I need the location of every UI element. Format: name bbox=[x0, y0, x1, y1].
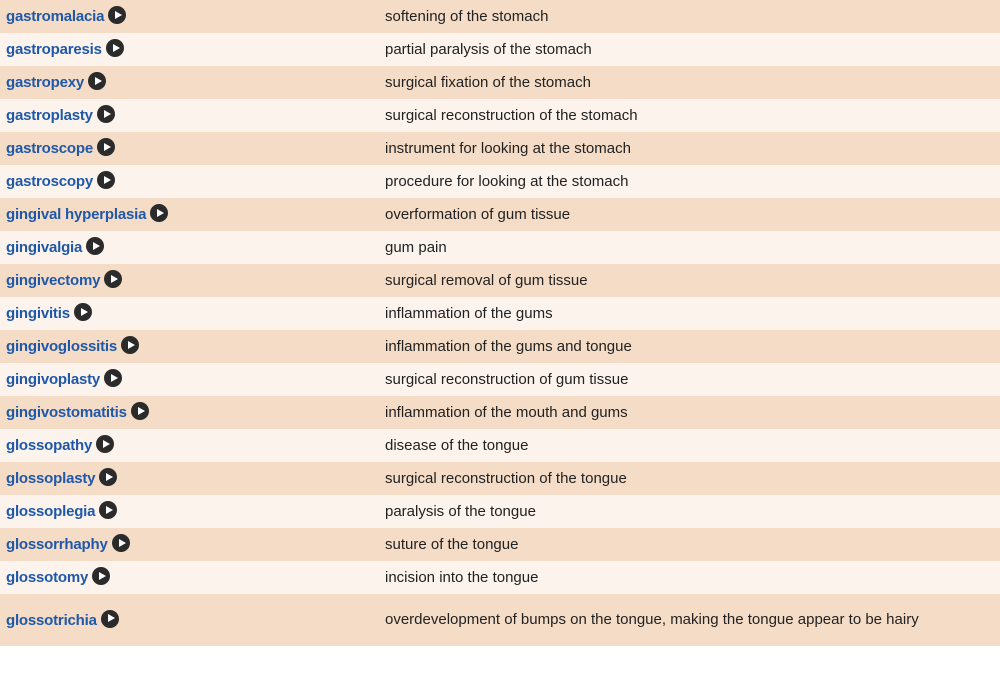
play-icon bbox=[104, 110, 111, 118]
table-row bbox=[0, 363, 1000, 396]
term-cell bbox=[0, 165, 377, 198]
term-cell bbox=[0, 396, 377, 429]
term-link[interactable]: gingival hyperplasia bbox=[6, 206, 147, 223]
definition-cell: surgical reconstruction of gum tissue bbox=[385, 370, 629, 388]
term-cell bbox=[0, 363, 377, 396]
definition-cell: surgical fixation of the stomach bbox=[385, 73, 591, 91]
definition-cell: overformation of gum tissue bbox=[385, 205, 571, 223]
play-icon bbox=[104, 176, 111, 184]
term-link[interactable]: gastroplasty bbox=[6, 107, 93, 124]
term-cell bbox=[0, 594, 377, 646]
term-link[interactable]: gastroparesis bbox=[6, 41, 102, 58]
play-icon bbox=[106, 473, 113, 481]
play-icon bbox=[157, 209, 164, 217]
definition-cell: suture of the tongue bbox=[385, 535, 519, 553]
table-row bbox=[0, 198, 1000, 231]
definition-cell: partial paralysis of the stomach bbox=[385, 40, 592, 58]
play-icon bbox=[93, 242, 100, 250]
play-pronunciation-button[interactable] bbox=[96, 435, 114, 453]
term-link[interactable]: gastroscope bbox=[6, 140, 93, 157]
term-link[interactable]: gingivoplasty bbox=[6, 371, 101, 388]
play-pronunciation-button[interactable] bbox=[97, 105, 115, 123]
term-cell bbox=[0, 330, 377, 363]
table-row bbox=[0, 264, 1000, 297]
play-icon bbox=[128, 341, 135, 349]
play-pronunciation-button[interactable] bbox=[104, 369, 122, 387]
definition-cell: softening of the stomach bbox=[385, 7, 549, 25]
play-icon bbox=[111, 275, 118, 283]
play-pronunciation-button[interactable] bbox=[97, 138, 115, 156]
definition-cell: inflammation of the gums and tongue bbox=[385, 337, 632, 355]
table-row bbox=[0, 594, 1000, 646]
table-row bbox=[0, 561, 1000, 594]
term-cell bbox=[0, 264, 377, 297]
term-link[interactable]: gingivalgia bbox=[6, 239, 83, 256]
term-cell bbox=[0, 462, 377, 495]
play-pronunciation-button[interactable] bbox=[99, 501, 117, 519]
term-cell bbox=[0, 297, 377, 330]
play-pronunciation-button[interactable] bbox=[104, 270, 122, 288]
definition-cell: paralysis of the tongue bbox=[385, 502, 536, 520]
play-icon bbox=[99, 572, 106, 580]
definition-cell: gum pain bbox=[385, 238, 447, 256]
term-link[interactable]: glossoplasty bbox=[6, 470, 96, 487]
definition-cell: disease of the tongue bbox=[385, 436, 529, 454]
term-link[interactable]: glossoplegia bbox=[6, 503, 96, 520]
play-icon bbox=[104, 143, 111, 151]
term-cell bbox=[0, 231, 377, 264]
definition-cell: inflammation of the mouth and gums bbox=[385, 403, 628, 421]
table-row bbox=[0, 495, 1000, 528]
term-link[interactable]: glossopathy bbox=[6, 437, 93, 454]
definition-cell: instrument for looking at the stomach bbox=[385, 139, 631, 157]
term-link[interactable]: gingivoglossitis bbox=[6, 338, 117, 355]
play-pronunciation-button[interactable] bbox=[92, 567, 110, 585]
play-icon bbox=[111, 374, 118, 382]
definition-cell: incision into the tongue bbox=[385, 568, 539, 586]
table-row bbox=[0, 231, 1000, 264]
play-pronunciation-button[interactable] bbox=[99, 468, 117, 486]
play-pronunciation-button[interactable] bbox=[86, 237, 104, 255]
table-row bbox=[0, 297, 1000, 330]
table-row bbox=[0, 462, 1000, 495]
definition-cell: procedure for looking at the stomach bbox=[385, 172, 629, 190]
play-icon bbox=[115, 11, 122, 19]
play-pronunciation-button[interactable] bbox=[101, 610, 119, 628]
play-pronunciation-button[interactable] bbox=[131, 402, 149, 420]
term-link[interactable]: gingivostomatitis bbox=[6, 404, 127, 421]
table-row bbox=[0, 0, 1000, 33]
term-link[interactable]: gastropexy bbox=[6, 74, 85, 91]
term-link[interactable]: gingivitis bbox=[6, 305, 70, 322]
term-link[interactable]: gastroscopy bbox=[6, 173, 93, 190]
term-link[interactable]: glossorrhaphy bbox=[6, 536, 108, 553]
term-cell bbox=[0, 0, 377, 33]
play-icon bbox=[138, 407, 145, 415]
table-row bbox=[0, 33, 1000, 66]
play-icon bbox=[95, 77, 102, 85]
term-cell bbox=[0, 132, 377, 165]
table-row bbox=[0, 66, 1000, 99]
definition-cell: overdevelopment of bumps on the tongue, making the tongue appear to be hairy bbox=[385, 611, 919, 628]
play-icon bbox=[81, 308, 88, 316]
play-pronunciation-button[interactable] bbox=[150, 204, 168, 222]
table-row bbox=[0, 99, 1000, 132]
term-cell bbox=[0, 198, 377, 231]
term-cell bbox=[0, 561, 377, 594]
table-row bbox=[0, 330, 1000, 363]
term-link[interactable]: glossotrichia bbox=[6, 611, 97, 629]
term-cell bbox=[0, 99, 377, 132]
term-cell bbox=[0, 495, 377, 528]
definition-cell: surgical reconstruction of the stomach bbox=[385, 106, 638, 124]
table-row bbox=[0, 528, 1000, 561]
play-icon bbox=[108, 614, 115, 622]
term-cell bbox=[0, 528, 377, 561]
play-pronunciation-button[interactable] bbox=[121, 336, 139, 354]
play-icon bbox=[103, 440, 110, 448]
table-row bbox=[0, 429, 1000, 462]
term-cell bbox=[0, 66, 377, 99]
play-pronunciation-button[interactable] bbox=[106, 39, 124, 57]
play-pronunciation-button[interactable] bbox=[74, 303, 92, 321]
play-pronunciation-button[interactable] bbox=[88, 72, 106, 90]
term-cell bbox=[0, 429, 377, 462]
table-row bbox=[0, 396, 1000, 429]
play-pronunciation-button[interactable] bbox=[112, 534, 130, 552]
term-cell bbox=[0, 33, 377, 66]
play-icon bbox=[106, 506, 113, 514]
term-link[interactable]: glossotomy bbox=[6, 569, 89, 586]
term-link[interactable]: gastromalacia bbox=[6, 8, 105, 25]
definition-cell: inflammation of the gums bbox=[385, 304, 553, 322]
table-row bbox=[0, 165, 1000, 198]
table-row bbox=[0, 132, 1000, 165]
play-icon bbox=[113, 44, 120, 52]
term-link[interactable]: gingivectomy bbox=[6, 272, 101, 289]
play-icon bbox=[119, 539, 126, 547]
play-pronunciation-button[interactable] bbox=[108, 6, 126, 24]
definition-cell: surgical reconstruction of the tongue bbox=[385, 469, 627, 487]
play-pronunciation-button[interactable] bbox=[97, 171, 115, 189]
definition-cell: surgical removal of gum tissue bbox=[385, 271, 588, 289]
